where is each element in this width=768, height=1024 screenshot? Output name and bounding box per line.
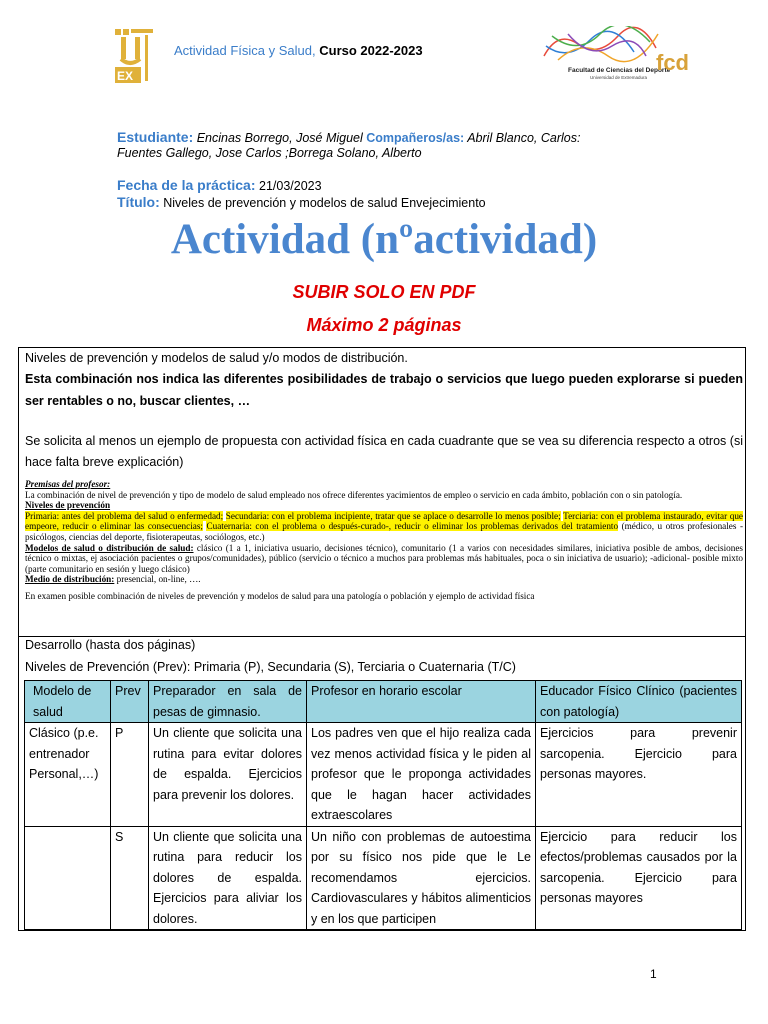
- course-name: Actividad Física y Salud,: [174, 43, 316, 58]
- date-label: Fecha de la práctica:: [117, 177, 256, 193]
- section-divider: [18, 636, 746, 637]
- page-number: 1: [650, 967, 657, 981]
- cell-clinical: Ejercicio para reducir los efectos/problemas causados por la sarcopenia. Ejercicio para personas mayores: [536, 826, 742, 930]
- exam-note: En examen posible combinación de niveles de prevención y modelos de salud para una patología o población y ejemplo de actividad física: [25, 590, 535, 601]
- medio-heading: Medio de distribución:: [25, 574, 115, 585]
- university-logo: [113, 27, 157, 83]
- header-clinical: Educador Físico Clínico (pacientes con patología): [536, 681, 742, 723]
- header-gym: Preparador en sala de pesas de gimnasio.: [149, 681, 307, 723]
- terciaria-text: Terciaria: con el problema instaurado, evitar que empeore, reducir o eliminar las consecuencias;: [25, 510, 743, 532]
- svg-text:EX: EX: [117, 69, 134, 83]
- prevention-legend: Niveles de Prevención (Prev): Primaria (P), Secundaria (S), Terciaria o Cuaternaria (T/C): [25, 660, 516, 674]
- activity-title: Actividad (nºactividad): [170, 216, 598, 263]
- medio-body: presencial, on-line, ….: [114, 574, 201, 585]
- development-heading: Desarrollo (hasta dos páginas): [25, 638, 196, 652]
- header-model: Modelo de salud: [25, 681, 111, 723]
- cell-gym: Un cliente que solicita una rutina para evitar dolores de espalda. Ejercicios para prevenir los dolores.: [149, 723, 307, 827]
- title-value: Niveles de prevención y modelos de salud Envejecimiento: [159, 196, 486, 210]
- svg-text:Facultad de Ciencias del Depor: Facultad de Ciencias del Deporte: [568, 67, 671, 74]
- cell-school: Un niño con problemas de autoestima por su físico nos pide que le Le recomendamos ejercicios. Cardiovasculares y hábitos alimenticios y en los que participen: [307, 826, 536, 930]
- partners-label: Compañeros/as:: [366, 131, 465, 145]
- cell-gym: Un cliente que solicita una rutina para reducir los dolores de espalda. Ejercicios para aliviar los dolores.: [149, 826, 307, 930]
- title-line: [117, 194, 486, 210]
- niveles-heading: Niveles de prevención: [25, 500, 111, 511]
- cell-prev: P: [111, 723, 149, 827]
- date-value: 21/03/2023: [255, 179, 322, 193]
- partners-value: Abril Blanco, Carlos:: [464, 131, 581, 145]
- modelos-body: clásico (1 a 1, iniciativa usuario, decisiones técnico), comunitario (1 a varios con necesidades similares, iniciativa posible de ambos, decisiones técnico o mixtas, ej asociación pacientes o grupos/comunidades), público (servicio o técnico a muchos para problemas más habituales, poca o sin iniciativa de usuario); -adicional- posible mixto (parte comunitario en sesión y luego clásico): [25, 542, 743, 574]
- intro-bold: Esta combinación nos indica las diferentes posibilidades de trabajo o servicios que luego pueden explorarse si pueden ser rentables o no, buscar clientes, …: [25, 372, 743, 408]
- cell-clinical: Ejercicios para prevenir sarcopenia. Ejercicio para personas mayores.: [536, 723, 742, 827]
- prevention-table: [24, 680, 742, 930]
- modelos-paragraph: [25, 543, 743, 575]
- primaria-text: Primaria: antes del problema del salud o enfermedad;: [25, 510, 224, 521]
- niveles-body: [25, 511, 743, 543]
- partners-value-continued: Fuentes Gallego, Jose Carlos ;Borrega Solano, Alberto: [117, 146, 422, 160]
- intro-line: Niveles de prevención y modelos de salud y/o modos de distribución.: [25, 351, 408, 365]
- secundaria-text: Secundaria: con el problema incipiente, tratar que se aplace o desarrolle lo menos posible;: [225, 510, 561, 521]
- cell-school: Los padres ven que el hijo realiza cada vez menos actividad física y le piden al profesor que le proponga actividades que le hagan hacer actividades extraescolares: [307, 723, 536, 827]
- cell-model: [25, 826, 111, 930]
- premisas-heading: Premisas del profesor:: [25, 479, 111, 489]
- table-header-row: [25, 681, 742, 723]
- student-value: Encinas Borrego, José Miguel: [193, 131, 367, 145]
- table-row: [25, 723, 742, 827]
- svg-text:fcd: fcd: [656, 50, 689, 75]
- cuaternaria-text: Cuaternaria: con el problema o después-curado-, reducir o eliminar los problemas derivados del tratamiento: [206, 521, 619, 532]
- pages-note: Máximo 2 páginas: [306, 315, 462, 335]
- title-label: Título:: [117, 194, 160, 210]
- course-year: Curso 2022-2023: [315, 43, 423, 58]
- course-header: [174, 43, 423, 58]
- cell-model: Clásico (p.e. entrenador Personal,…): [25, 723, 111, 827]
- modelos-heading: Modelos de salud o distribución de salud:: [25, 542, 194, 553]
- instructions-section: [25, 348, 743, 602]
- partners-line: [117, 146, 422, 160]
- intro-request: Se solicita al menos un ejemplo de propuesta con actividad física en cada cuadrante que se vea su diferencia respecto a otros (si hace falta breve explicación): [25, 434, 743, 469]
- table-row: [25, 826, 742, 930]
- student-label: Estudiante:: [117, 129, 194, 145]
- pdf-note: SUBIR SOLO EN PDF: [292, 282, 476, 302]
- student-line: [117, 129, 580, 145]
- cuaternaria-tail: (médico, u otros profesionales -psicólogos, ciencias del deporte, fisioterapeutas, sociólogos, etc.): [25, 521, 744, 542]
- cell-prev: S: [111, 826, 149, 930]
- header-prev: Prev: [111, 681, 149, 723]
- premisas-body: La combinación de nivel de prevención y tipo de modelo de salud empleado nos ofrece diferentes yacimientos de empleo o servicio en cada ámbito, población con o sin patología.: [25, 489, 683, 500]
- date-line: [117, 177, 322, 193]
- faculty-logo: [538, 26, 690, 84]
- header-school: Profesor en horario escolar: [307, 681, 536, 723]
- medio-paragraph: [25, 574, 743, 585]
- svg-text:Universidad de Extremadura: Universidad de Extremadura: [590, 75, 648, 80]
